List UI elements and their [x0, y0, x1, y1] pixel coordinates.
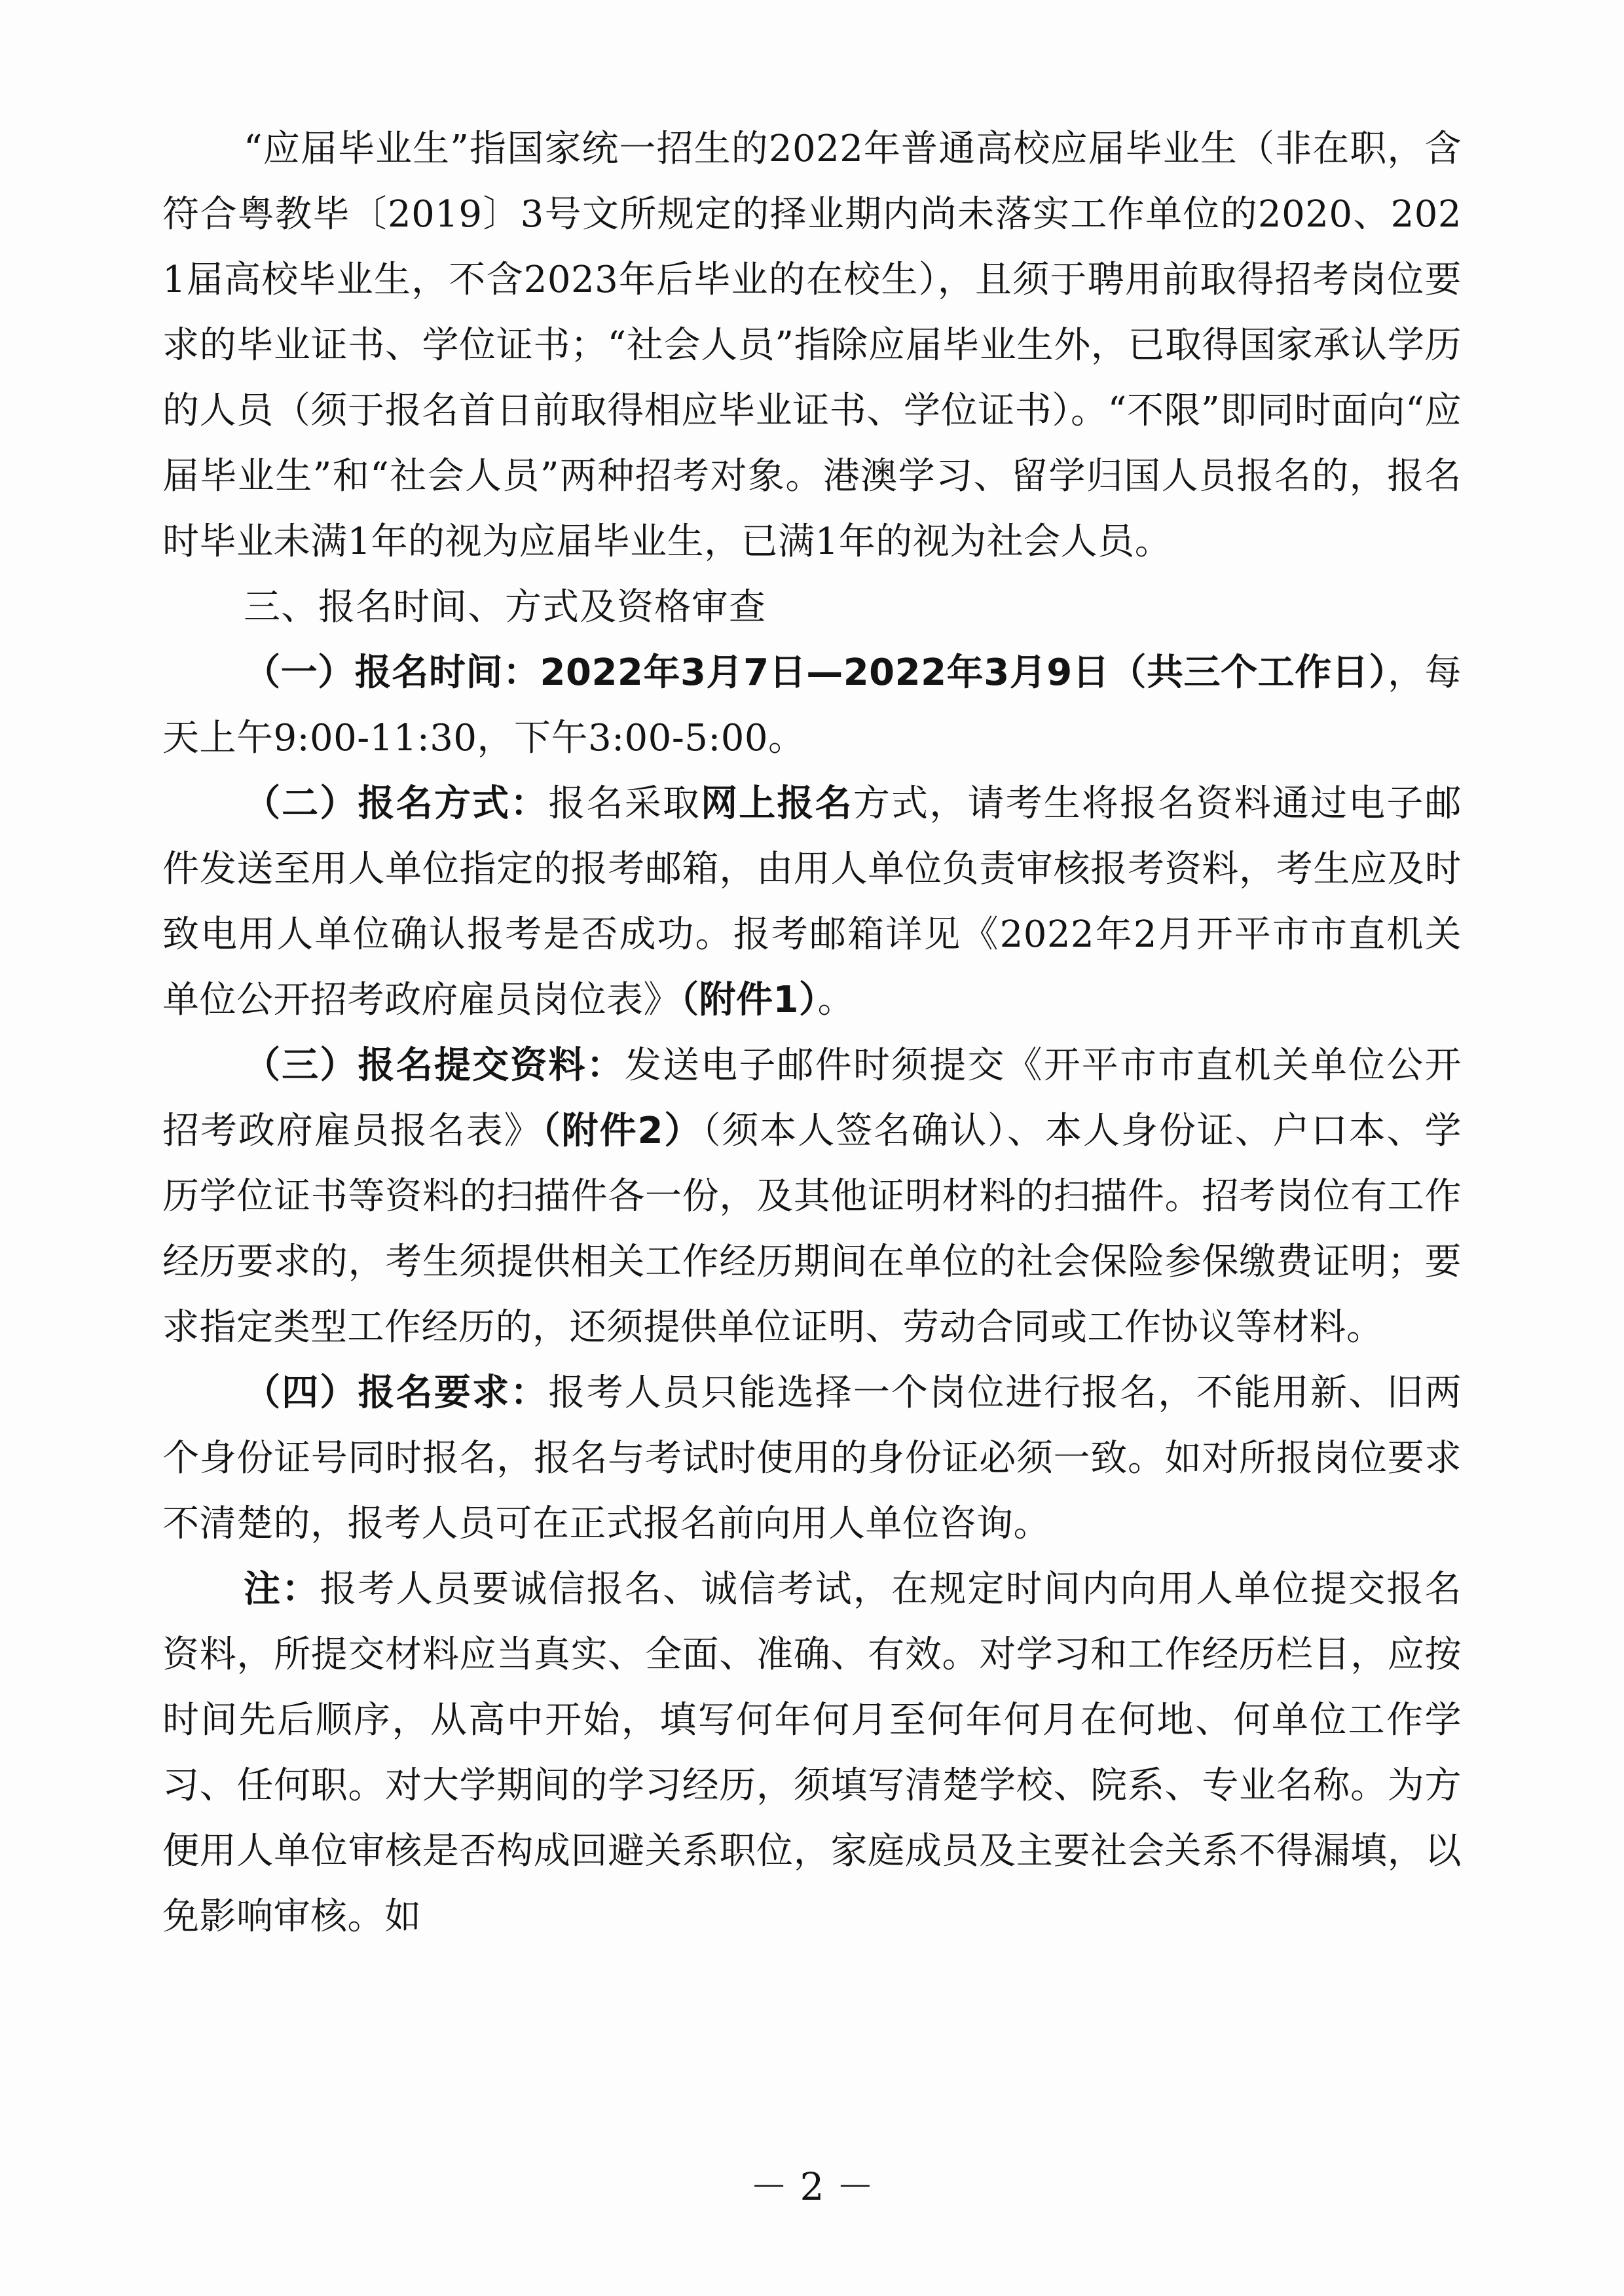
registration-time-hours: ，每天上午9:00-11:30，下午3:00-5:00。 — [162, 651, 1462, 759]
registration-method-text-1: 报名采取 — [548, 782, 701, 825]
online-registration-emphasis: 网上报名 — [701, 782, 853, 825]
document-body — [162, 117, 1462, 1950]
section-heading: 三、报名时间、方式及资格审查 — [244, 586, 766, 629]
paragraph-note — [162, 1557, 1462, 1950]
submission-materials-label: （三）报名提交资料： — [244, 1044, 625, 1087]
attachment-1-reference: （附件1） — [680, 979, 818, 1021]
registration-time-label: （一）报名时间：2022年3月7日—2022年3月9日（共三个工作日） — [244, 651, 1388, 694]
note-label: 注： — [244, 1568, 320, 1611]
page-number: － 2 － — [750, 2164, 874, 2209]
registration-method-end: 。 — [817, 979, 855, 1021]
paragraph-registration-method — [162, 771, 1462, 1033]
submission-materials-text-1: 发送电子邮件时须提交《开平市市直机关单位公开招考政府雇员报名表》 — [162, 1044, 1462, 1152]
paragraph-registration-requirements — [162, 1360, 1462, 1557]
attachment-2-reference: （附件2） — [542, 1110, 703, 1152]
registration-method-label: （二）报名方式： — [244, 782, 549, 825]
registration-requirements-label: （四）报名要求： — [244, 1372, 549, 1414]
submission-materials-text-2: （须本人签名确认）、本人身份证、户口本、学历学位证书等资料的扫描件各一份，及其他证明材料的扫描件。招考岗位有工作经历要求的，考生须提供相关工作经历期间在单位的社会保险参保缴费证明；要求指定类型工作经历的，还须提供单位证明、劳动合同或工作协议等材料。 — [162, 1110, 1462, 1349]
paragraph-registration-time — [162, 640, 1462, 771]
paragraph-graduate-definition — [162, 117, 1462, 575]
paragraph-text: “应届毕业生”指国家统一招生的2022年普通高校应届毕业生（非在职，含符合粤教毕〔2019〕3号文所规定的择业期内尚未落实工作单位的2020、2021届高校毕业生，不含2023年后毕业的在校生），且须于聘用前取得招考岗位要求的毕业证书、学位证书；“社会人员”指除应届毕业生外，已取得国家承认学历的人员（须于报名首日前取得相应毕业证书、学位证书）。“不限”即同时面向“应届毕业生”和“社会人员”两种招考对象。港澳学习、留学归国人员报名的，报名时毕业未满1年的视为应届毕业生，已满1年的视为社会人员。 — [162, 128, 1462, 563]
note-text: 报考人员要诚信报名、诚信考试，在规定时间内向用人单位提交报名资料，所提交材料应当真实、全面、准确、有效。对学习和工作经历栏目，应按时间先后顺序，从高中开始，填写何年何月至何年何月在何地、何单位工作学习、任何职。对大学期间的学习经历，须填写清楚学校、院系、专业名称。为方便用人单位审核是否构成回避关系职位，家庭成员及主要社会关系不得漏填，以免影响审核。如 — [162, 1568, 1462, 1938]
registration-requirements-text: 报考人员只能选择一个岗位进行报名，不能用新、旧两个身份证号同时报名，报名与考试时使用的身份证必须一致。如对所报岗位要求不清楚的，报考人员可在正式报名前向用人单位咨询。 — [162, 1372, 1462, 1545]
registration-method-text-2: 方式，请考生将报名资料通过电子邮件发送至用人单位指定的报考邮箱，由用人单位负责审核报考资料，考生应及时致电用人单位确认报考是否成功。报考邮箱详见《2022年2月开平市市直机关单位公开招考政府雇员岗位表》 — [162, 782, 1462, 1021]
paragraph-submission-materials — [162, 1033, 1462, 1360]
